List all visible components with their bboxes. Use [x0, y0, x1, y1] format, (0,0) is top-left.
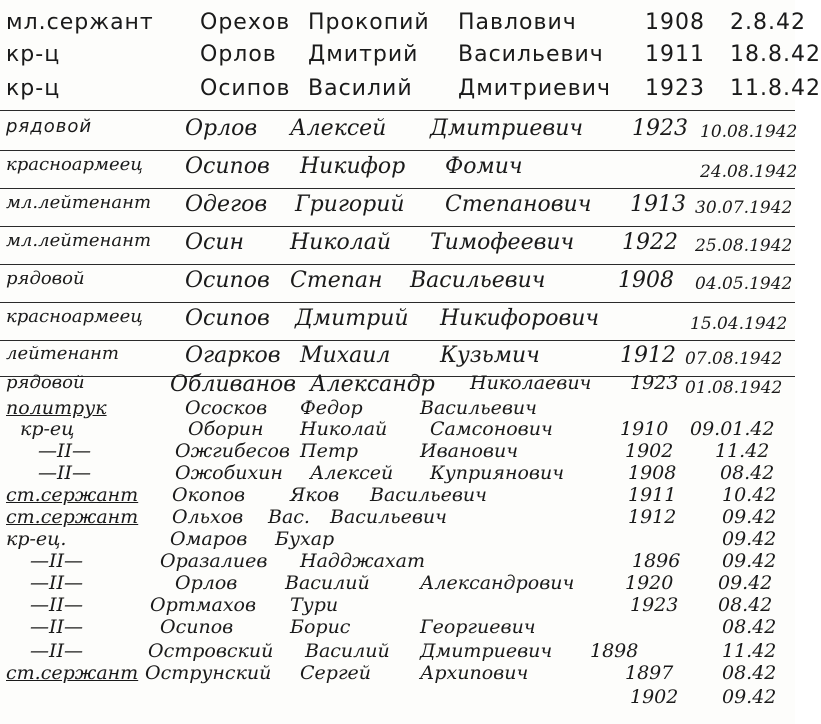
first-name: Никифор — [300, 154, 406, 179]
birth-year: 1897 — [625, 662, 674, 684]
first-name: Григорий — [295, 192, 405, 217]
surname: Ортмахов — [150, 594, 257, 616]
patronymic: Никифорович — [440, 306, 600, 331]
surname: Острунский — [145, 662, 272, 684]
list-item — [0, 640, 795, 664]
date: 07.08.1942 — [685, 349, 783, 369]
date: 08.42 — [722, 616, 777, 638]
surname: Ожгибесов — [175, 440, 290, 462]
rank: лейтенант — [6, 343, 119, 364]
rank: кр-ц — [6, 42, 61, 67]
patronymic: Васильевич — [370, 484, 487, 506]
first-name: Прокопий — [308, 10, 430, 35]
ruled-line — [0, 226, 795, 227]
date: 09.42 — [718, 572, 773, 594]
birth-year: 1911 — [645, 42, 705, 67]
first-name: Тури — [290, 594, 339, 616]
first-name: Василий — [305, 640, 390, 662]
rank: ст.сержант — [6, 484, 139, 506]
rank: мл.сержант — [6, 10, 154, 35]
patronymic: Васильевич — [410, 268, 546, 293]
first-name: Степан — [290, 268, 383, 293]
list-item — [0, 76, 821, 106]
rank: —II— — [30, 616, 84, 638]
patronymic: Иванович — [420, 440, 519, 462]
list-item — [0, 440, 795, 464]
first-name: Федор — [300, 397, 363, 419]
first-name: Яков — [290, 484, 340, 506]
first-name: Александр — [310, 372, 435, 397]
surname: Ольхов — [172, 506, 244, 528]
date: 25.08.1942 — [695, 236, 793, 256]
date: 11.42 — [715, 440, 770, 462]
first-name: Надджахат — [300, 550, 425, 572]
birth-year: 1923 — [630, 594, 679, 616]
list-item — [0, 572, 795, 596]
first-name: Борис — [290, 616, 351, 638]
patronymic: Самсонович — [430, 418, 553, 440]
surname: Осипов — [200, 76, 291, 101]
date: 11.42 — [722, 640, 777, 662]
rank: рядовой — [6, 372, 85, 393]
date: 09.42 — [722, 528, 777, 550]
date: 2.8.42 — [730, 10, 806, 35]
patronymic: Дмитриевич — [430, 116, 584, 141]
patronymic: Николаевич — [470, 372, 592, 394]
list-item — [0, 506, 795, 530]
rank: красноармеец — [6, 154, 143, 175]
first-name: Вас. — [268, 506, 310, 528]
list-item — [0, 528, 795, 552]
patronymic: Куприянович — [430, 462, 565, 484]
surname: Огарков — [185, 343, 281, 368]
birth-year: 1923 — [645, 76, 705, 101]
list-item — [0, 10, 806, 40]
birth-year: 1923 — [630, 372, 679, 394]
patronymic: Дмитриевич — [420, 640, 553, 662]
birth-year: 1923 — [632, 116, 688, 141]
surname: Орлов — [200, 42, 277, 67]
list-item — [0, 594, 795, 618]
list-item — [0, 462, 795, 486]
first-name: Николай — [290, 230, 392, 255]
ruled-line — [0, 340, 795, 341]
rank: рядовой — [6, 116, 93, 137]
surname: Оразалиев — [160, 550, 268, 572]
date: 08.42 — [720, 462, 775, 484]
birth-year: 1908 — [618, 268, 674, 293]
surname: Одегов — [185, 192, 268, 217]
first-name: Николай — [300, 418, 388, 440]
list-item — [0, 192, 795, 224]
birth-year: 1908 — [628, 462, 677, 484]
first-name: Василий — [308, 76, 413, 101]
rank: —II— — [38, 440, 92, 462]
ruled-line — [0, 188, 795, 189]
first-name: Сергей — [300, 662, 372, 684]
surname: Осипов — [185, 154, 270, 179]
patronymic: Васильевич — [458, 42, 604, 67]
list-item — [0, 686, 795, 710]
surname: Осипов — [185, 306, 270, 331]
list-item — [0, 230, 795, 262]
list-item — [0, 662, 795, 686]
date: 18.8.42 — [730, 42, 821, 67]
ruled-line — [0, 264, 795, 265]
list-item — [0, 484, 795, 508]
rank: —II— — [30, 594, 84, 616]
birth-year: 1922 — [622, 230, 678, 255]
ruled-line — [0, 302, 795, 303]
patronymic: Васильевич — [330, 506, 447, 528]
rank: рядовой — [6, 268, 85, 289]
list-item — [0, 268, 795, 300]
surname: Островский — [148, 640, 274, 662]
patronymic: Кузьмич — [440, 343, 540, 368]
ruled-line — [0, 110, 795, 111]
first-name: Василий — [285, 572, 370, 594]
surname: Осин — [185, 230, 245, 255]
date: 11.8.42 — [730, 76, 821, 101]
list-item — [0, 116, 798, 148]
rank: политрук — [6, 397, 107, 419]
list-item — [0, 154, 798, 186]
patronymic: Павлович — [458, 10, 577, 35]
date: 09.42 — [722, 550, 777, 572]
patronymic: Тимофеевич — [430, 230, 575, 255]
rank: —II— — [30, 550, 84, 572]
birth-year: 1913 — [630, 192, 686, 217]
rank: кр-ц — [6, 76, 61, 101]
surname: Омаров — [170, 528, 248, 550]
rank: ст.сержант — [6, 506, 139, 528]
first-name: Алексей — [290, 116, 387, 141]
surname: Орлов — [185, 116, 258, 141]
patronymic: Георгиевич — [420, 616, 536, 638]
birth-year: 1910 — [620, 418, 669, 440]
rank: —II— — [30, 572, 84, 594]
rank: ст.сержант — [6, 662, 139, 684]
first-name: Дмитрий — [308, 42, 419, 67]
rank: красноармеец — [6, 306, 143, 327]
rank: мл.лейтенант — [6, 230, 152, 251]
date: 08.42 — [722, 662, 777, 684]
surname: Осипов — [160, 616, 234, 638]
surname: Окопов — [172, 484, 246, 506]
birth-year: 1911 — [628, 484, 677, 506]
surname: Оборин — [188, 418, 264, 440]
patronymic: Степанович — [445, 192, 592, 217]
birth-year: 1912 — [628, 506, 677, 528]
patronymic: Фомич — [445, 154, 523, 179]
surname: Ожобихин — [175, 462, 283, 484]
list-item — [0, 550, 795, 574]
date: 15.04.1942 — [690, 314, 788, 334]
birth-year: 1920 — [625, 572, 674, 594]
first-name: Бухар — [275, 528, 335, 550]
birth-year: 1902 — [630, 686, 679, 708]
rank: кр-ец — [20, 418, 75, 440]
rank: кр-ец. — [6, 528, 67, 550]
date: 01.08.1942 — [685, 378, 783, 398]
surname: Орехов — [200, 10, 291, 35]
birth-year: 1896 — [632, 550, 681, 572]
patronymic: Александрович — [420, 572, 575, 594]
list-item — [0, 418, 795, 442]
surname: Орлов — [175, 572, 238, 594]
first-name: Михаил — [300, 343, 391, 368]
surname: Ососков — [185, 397, 268, 419]
list-item — [0, 42, 821, 72]
patronymic: Архипович — [420, 662, 529, 684]
list-item — [0, 616, 795, 640]
birth-year: 1912 — [620, 343, 676, 368]
date: 30.07.1942 — [695, 198, 793, 218]
list-item — [0, 306, 795, 338]
birth-year: 1898 — [590, 640, 639, 662]
rank: —II— — [38, 462, 92, 484]
date: 09.42 — [722, 506, 777, 528]
first-name: Дмитрий — [295, 306, 409, 331]
list-item — [0, 343, 795, 375]
date: 10.42 — [722, 484, 777, 506]
date: 08.42 — [718, 594, 773, 616]
birth-year: 1908 — [645, 10, 705, 35]
surname: Осипов — [185, 268, 270, 293]
rank: мл.лейтенант — [6, 192, 152, 213]
date: 04.05.1942 — [695, 274, 793, 294]
ruled-line — [0, 150, 795, 151]
patronymic: Васильевич — [420, 397, 537, 419]
first-name: Алексей — [310, 462, 394, 484]
date: 10.08.1942 — [700, 122, 798, 142]
first-name: Петр — [300, 440, 358, 462]
date: 24.08.1942 — [700, 162, 798, 182]
birth-year: 1902 — [625, 440, 674, 462]
date: 09.01.42 — [690, 418, 775, 440]
rank: —II— — [30, 640, 84, 662]
patronymic: Дмитриевич — [458, 76, 611, 101]
surname: Обливанов — [170, 372, 297, 397]
date: 09.42 — [722, 686, 777, 708]
